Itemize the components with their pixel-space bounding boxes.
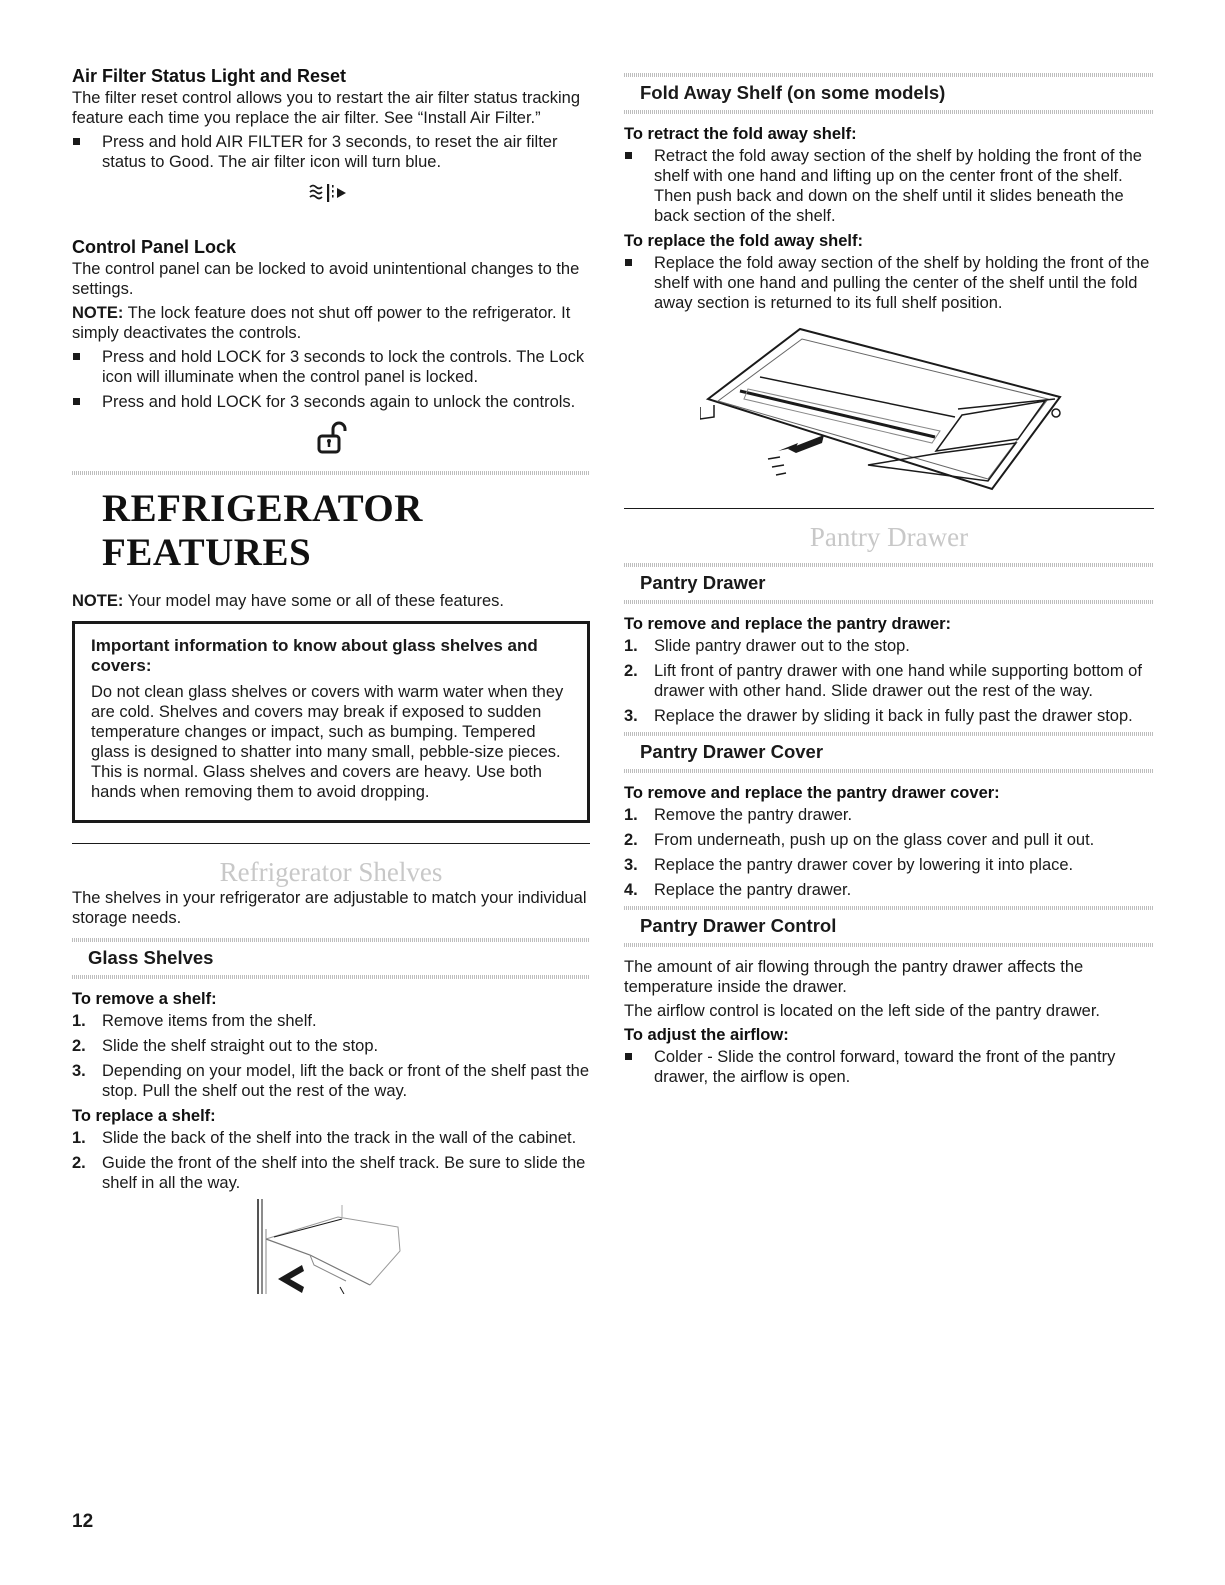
replace-shelf-heading: To replace a shelf:: [72, 1107, 216, 1125]
fold-away-title: Fold Away Shelf (on some models): [640, 82, 946, 103]
replace-fold-bullet: Replace the fold away section of the shelf by holding the front of the shelf with one hand and pulling the center of the shelf until the fold away section is returned to its full shelf position.: [624, 253, 1154, 313]
step-number: 1.: [624, 806, 638, 824]
step-number: 2.: [72, 1154, 86, 1172]
pantry-cover-subheader: [624, 736, 1154, 769]
step-number: 1.: [624, 637, 638, 655]
remove-shelf-steps: [72, 1011, 590, 1101]
right-column: [624, 66, 1154, 1092]
step-number: 4.: [624, 881, 638, 899]
glass-shelves-subheader: [72, 942, 590, 975]
replace-fold-list: [624, 253, 1154, 313]
adjust-airflow-list: [624, 1047, 1154, 1087]
step-text: Remove items from the shelf.: [102, 1012, 317, 1030]
replace-fold-heading: To replace the fold away shelf:: [624, 232, 864, 250]
step-number: 2.: [624, 662, 638, 680]
pantry-section-title: Pantry Drawer: [809, 522, 969, 552]
step-text: Depending on your model, lift the back or front of the shelf past the stop. Pull the shelf out the rest of the way.: [102, 1062, 590, 1100]
control-lock-list: [72, 347, 590, 412]
retract-list: [624, 146, 1154, 226]
retract-heading: To retract the fold away shelf:: [624, 125, 857, 143]
step-number: 3.: [624, 707, 638, 725]
remove-shelf-heading: To remove a shelf:: [72, 990, 217, 1008]
adjust-airflow-heading: To adjust the airflow:: [624, 1026, 789, 1044]
step-number: 2.: [624, 831, 638, 849]
section-rule: [72, 843, 590, 844]
step-text: Lift front of pantry drawer with one hand while supporting bottom of drawer with other hand. Slide drawer out the rest of the way.: [654, 662, 1142, 700]
note-text: Your model may have some or all of these features.: [123, 592, 504, 610]
page-number: 12: [72, 1511, 94, 1532]
pantry-remove-heading: To remove and replace the pantry drawer:: [624, 615, 952, 633]
air-filter-icon: [72, 180, 590, 211]
pantry-cover-heading: To remove and replace the pantry drawer cover:: [624, 784, 1000, 802]
section-rule: [624, 508, 1154, 509]
step-text: From underneath, push up on the glass cover and pull it out.: [654, 831, 1095, 849]
air-filter-bullet: Press and hold AIR FILTER for 3 seconds, to reset the air filter status to Good. The air filter icon will turn blue.: [72, 132, 590, 172]
pantry-drawer-title: Pantry Drawer: [640, 572, 766, 593]
step-item: [624, 880, 1154, 900]
adjust-airflow-bullet: Colder - Slide the control forward, toward the front of the pantry drawer, the airflow is open.: [624, 1047, 1154, 1087]
step-item: [72, 1153, 590, 1193]
pantry-steps: [624, 636, 1154, 726]
note-label: NOTE:: [72, 592, 124, 610]
replace-shelf-steps: [72, 1128, 590, 1193]
air-filter-intro: The filter reset control allows you to restart the air filter status tracking feature each time you replace the air filter. See “Install Air Filter.”: [72, 89, 581, 127]
subsection-divider: [624, 769, 1154, 773]
glass-warning-title: Important information to know about glass shelves and covers:: [91, 636, 538, 675]
glass-shelves-title: Glass Shelves: [88, 947, 214, 968]
step-number: 3.: [72, 1062, 86, 1080]
pantry-cover-steps: [624, 805, 1154, 900]
pantry-cover-title: Pantry Drawer Cover: [640, 741, 824, 762]
lock-icon: [72, 418, 590, 463]
step-number: 1.: [72, 1129, 86, 1147]
step-item: [624, 830, 1154, 850]
pantry-drawer-subheader: [624, 567, 1154, 600]
step-number: 1.: [72, 1012, 86, 1030]
glass-shelf-illustration: [250, 1199, 590, 1299]
control-lock-note: [72, 303, 590, 343]
pantry-control-title: Pantry Drawer Control: [640, 915, 837, 936]
control-lock-intro: The control panel can be locked to avoid unintentional changes to the settings.: [72, 260, 580, 298]
glass-warning-body: Do not clean glass shelves or covers with warm water when they are cold. Shelves and covers may break if exposed to sudden temperature changes or impact, such as bumping. Tempered glass is designed to shatter into many small, pebble-size pieces. This is normal. Glass shelves and covers are heavy. Use both hands when removing them to avoid dropping.: [91, 683, 564, 801]
step-item: [72, 1036, 590, 1056]
step-item: [624, 855, 1154, 875]
step-item: [72, 1061, 590, 1101]
pantry-control-p1: The amount of air flowing through the pantry drawer affects the temperature inside the drawer.: [624, 958, 1084, 996]
control-lock-heading: Control Panel Lock: [72, 237, 237, 257]
glass-warning-box: [72, 621, 590, 823]
step-item: [624, 661, 1154, 701]
step-text: Replace the pantry drawer cover by lowering it into place.: [654, 856, 1074, 874]
subsection-divider: [624, 110, 1154, 114]
note-text: The lock feature does not shut off power to the refrigerator. It simply deactivates the controls.: [72, 304, 571, 342]
control-lock-bullet: Press and hold LOCK for 3 seconds again to unlock the controls.: [72, 392, 590, 412]
fold-away-shelf-illustration: [700, 319, 1154, 504]
subsection-divider: [624, 943, 1154, 947]
air-filter-list: [72, 132, 590, 172]
retract-bullet: Retract the fold away section of the shelf by holding the front of the shelf with one hand and lifting up on the center front of the shelf. Then push back and down on the shelf until it slides beneath the back section of the shelf.: [624, 146, 1154, 226]
pantry-control-subheader: [624, 910, 1154, 943]
air-filter-heading: Air Filter Status Light and Reset: [72, 66, 347, 86]
step-text: Replace the drawer by sliding it back in fully past the drawer stop.: [654, 707, 1133, 725]
pantry-control-p2: The airflow control is located on the left side of the pantry drawer.: [624, 1002, 1101, 1020]
step-text: Slide the back of the shelf into the track in the wall of the cabinet.: [102, 1129, 577, 1147]
step-number: 2.: [72, 1037, 86, 1055]
shelves-intro: The shelves in your refrigerator are adjustable to match your individual storage needs.: [72, 889, 587, 927]
step-text: Remove the pantry drawer.: [654, 806, 853, 824]
note-label: NOTE:: [72, 304, 124, 322]
step-item: [624, 636, 1154, 656]
features-note: [72, 591, 590, 611]
step-text: Replace the pantry drawer.: [654, 881, 852, 899]
step-item: [72, 1011, 590, 1031]
control-lock-bullet: Press and hold LOCK for 3 seconds to lock the controls. The Lock icon will illuminate when the control panel is locked.: [72, 347, 590, 387]
subsection-divider: [624, 600, 1154, 604]
step-text: Slide the shelf straight out to the stop.: [102, 1037, 379, 1055]
section-divider: [72, 471, 590, 475]
fold-away-subheader: [624, 77, 1154, 110]
step-item: [624, 805, 1154, 825]
step-item: [72, 1128, 590, 1148]
page-title: REFRIGERATOR FEATURES: [102, 487, 423, 574]
shelves-section-title: Refrigerator Shelves: [219, 857, 443, 887]
step-text: Slide pantry drawer out to the stop.: [654, 637, 910, 655]
subsection-divider: [72, 975, 590, 979]
step-text: Guide the front of the shelf into the shelf track. Be sure to slide the shelf in all the way.: [102, 1154, 586, 1192]
step-item: [624, 706, 1154, 726]
left-column: [72, 66, 590, 1299]
step-number: 3.: [624, 856, 638, 874]
